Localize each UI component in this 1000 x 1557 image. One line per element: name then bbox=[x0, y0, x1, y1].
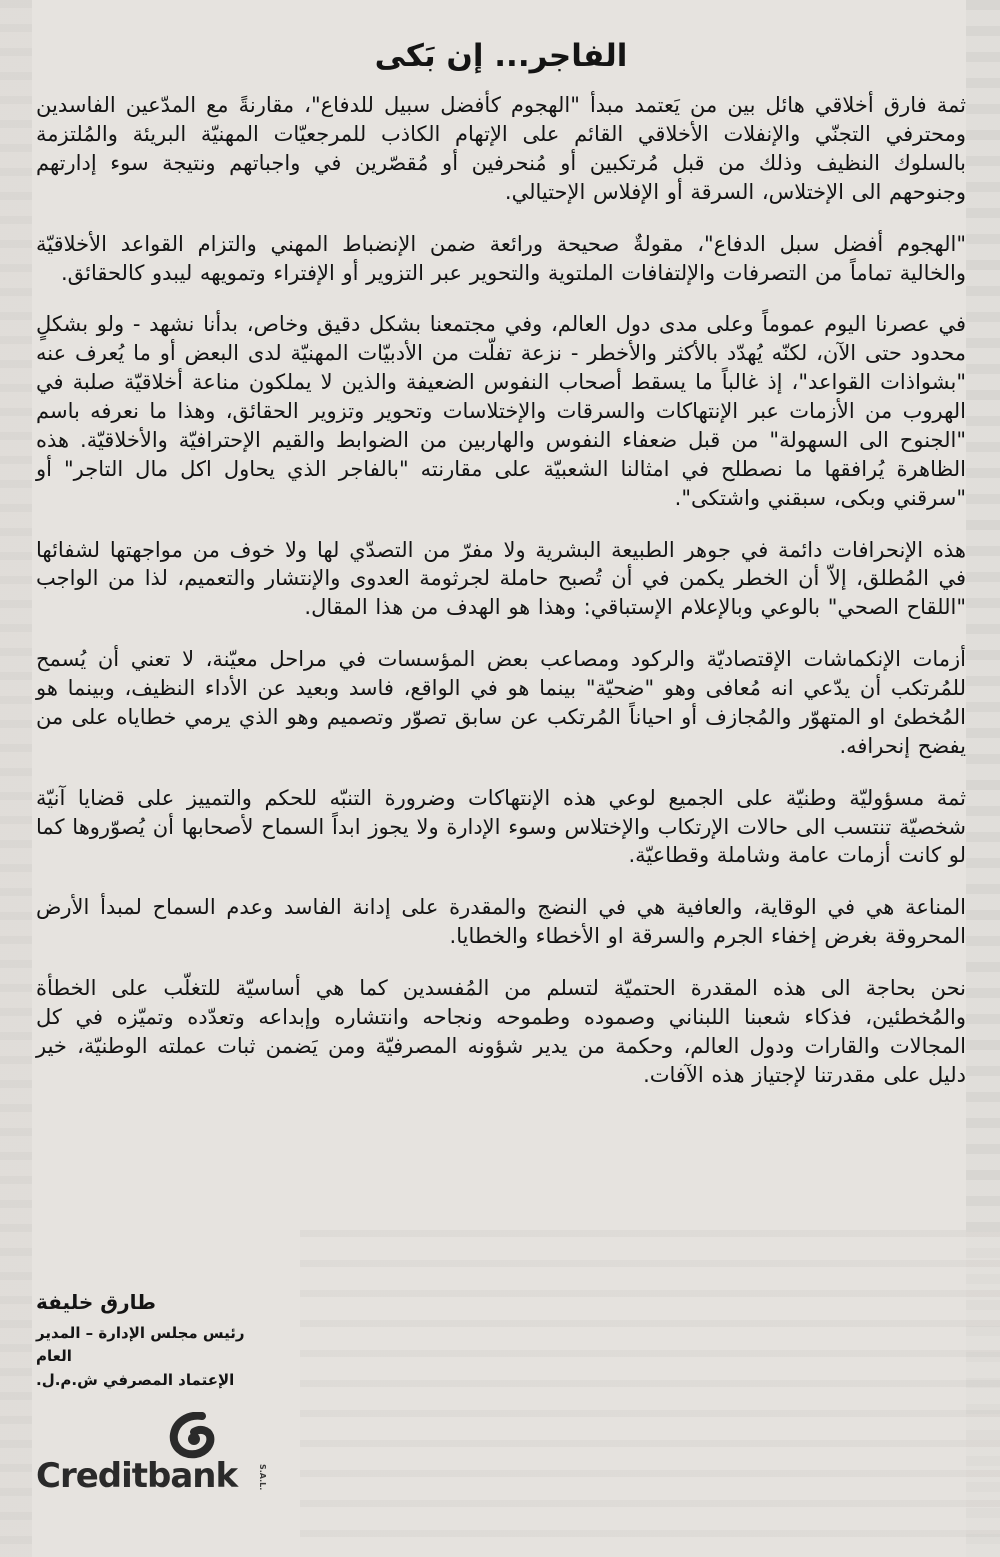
author-signature bbox=[36, 1290, 276, 1392]
adjacent-column-bleed-left bbox=[0, 0, 32, 1557]
creditbank-logo bbox=[36, 1412, 296, 1502]
author-title: رئيس مجلس الإدارة – المدير العام bbox=[36, 1324, 245, 1366]
paragraph: ثمة مسؤوليّة وطنيّة على الجميع لوعي هذه الإنتهاكات وضرورة التنبّه للحكم والتمييز على قضايا آنيّة شخصيّة تنتسب الى حالات الإرتكاب والإختلاس وسوء الإدارة ولا يجوز ابداً السماح لأصحابها أن يُصوّروها كما لو كانت أزمات عامة وشاملة وقطاعيّة. bbox=[36, 785, 966, 868]
paragraph: المناعة هي في الوقاية، والعافية هي في النضج والمقدرة على إدانة الفاسد وعدم السماح لمبدأ الأرض المحروقة بغرض إخفاء الجرم والسرقة او الأخطاء والخطايا. bbox=[36, 895, 966, 949]
article bbox=[36, 28, 966, 1113]
paragraph: نحن بحاجة الى هذه المقدرة الحتميّة لتسلم من المُفسدين كما هي أساسيّة للتغلّب على الخطأة والمُخطئين، فذكاء شعبنا اللبناني وصموده وطموحه ونجاحه وانتشاره وإبداعه وتعدّده وتميّزه في كل المجالات والقارات ودول العالم، وحكمة من يدير شؤونه المصرفيّة ومن يَضمن ثبات عملته الوطنيّة، خير دليل على مقدرتنا لإجتياز هذه الآفات. bbox=[36, 976, 966, 1087]
author-company: الإعتماد المصرفي ش.م.ل. bbox=[36, 1370, 235, 1389]
author-name: طارق خليفة bbox=[36, 1290, 156, 1314]
article-headline: الفاجر... إن بَكى bbox=[374, 38, 628, 74]
logo-wordmark: Creditbank bbox=[36, 1456, 238, 1496]
logo-suffix: S.A.L. bbox=[258, 1464, 267, 1491]
adjacent-article-bleed bbox=[300, 1230, 1000, 1557]
paragraph: ثمة فارق أخلاقي هائل بين من يَعتمد مبدأ "الهجوم كأفضل سبيل للدفاع"، مقارنةً مع المدّعين الفاسدين ومحترفي التجنّي والإنفلات الأخلاقي القائم على الإتهام الكاذب للمرجعيّات المهنيّة البريئة والمُلتزمة بالسلوك النظيف وذلك من قبل مُرتكبين أو مُنحرفين أو مُقصّرين في واجباتهم ونتيجة سوء إدارتهم وجنوحهم الى الإختلاس، السرقة أو الإفلاس الإحتيالي. bbox=[36, 93, 966, 204]
paragraph: في عصرنا اليوم عموماً وعلى مدى دول العالم، وفي مجتمعنا بشكل دقيق وخاص، بدأنا نشهد - ولو بشكلٍ محدود حتى الآن، لكنّه يُهدّد بالأكثر والأخطر - نزعة تفلّت من الأدبيّات المهنيّة لدى البعض أو ما يُعرف عنه "بشواذات القواعد"، إذ غالباً ما يسقط أصحاب النفوس الضعيفة والذين لا يملكون مناعة أخلاقيّة صلبة في الهروب من الأزمات عبر الإنتهاكات والسرقات والإختلاسات وتحوير وتزوير الحقائق، وهذا ما نعرفه باسم "الجنوح الى السهولة" من قبل ضعفاء النفوس والهاربين من الضوابط والقيم الإحترافيّة والأخلاقيّة. هذه الظاهرة يُرافقها ما نصطلح في امثالنا الشعبيّة على مقارنته "بالفاجر الذي يحاول اكل مال التاجر" أو "سرقني وبكى، سبقني واشتكى". bbox=[36, 312, 966, 510]
paragraph: هذه الإنحرافات دائمة في جوهر الطبيعة البشرية ولا مفرّ من التصدّي لها ولا خوف من مواجهتها لشفائها في المُطلق، إلاّ أن الخطر يكمن في أن تُصبح حاملة لجرثومة العدوى والإنتشار والتعميم، لذا من الواجب "اللقاح الصحي" بالوعي وبالإعلام الإستباقي: وهذا هو الهدف من هذا المقال. bbox=[36, 537, 966, 620]
creditbank-emblem-icon bbox=[158, 1412, 224, 1460]
paragraph: أزمات الإنكماشات الإقتصاديّة والركود ومصاعب بعض المؤسسات في مراحل معيّنة، لا تعني أن يُسمح للمُرتكب أن يدّعي انه مُعافى وهو "ضحيّة" بينما هو في الواقع، فاسد وبعيد عن الأداء النظيف، وبينما هو المُخطئ او المتهوّر والمُجازف أو احياناً المُرتكب عن سابق تصوّر وتصميم وهو الذي يرمي خطاياه على من يفضح إنحرافه. bbox=[36, 647, 966, 758]
paragraph: "الهجوم أفضل سبل الدفاع"، مقولةٌ صحيحة ورائعة ضمن الإنضباط المهني والتزام القواعد الأخلاقيّة والخالية تماماً من التصرفات والإلتفافات الملتوية والتحوير عبر التزوير أو الإفتراء وتمويهه ليبدو كالحقائق. bbox=[36, 231, 966, 285]
article-body bbox=[36, 91, 966, 1089]
